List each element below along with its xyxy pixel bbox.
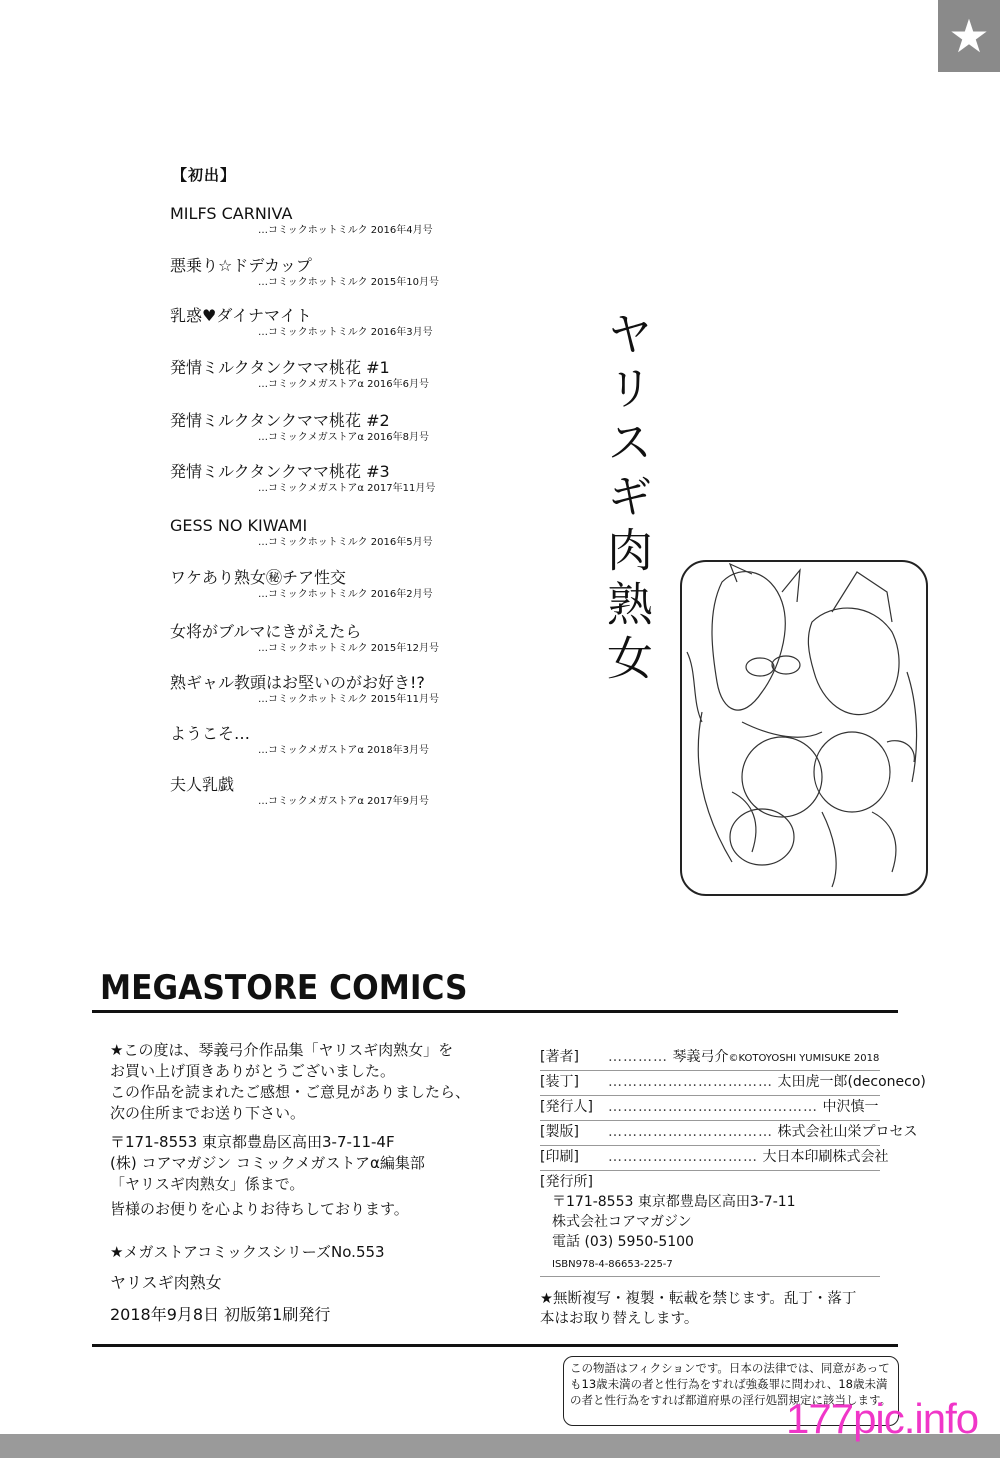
story-source: …コミックメガストアα 2016年8月号 [258, 432, 429, 443]
story-entry [170, 724, 470, 757]
story-entry [170, 256, 470, 289]
story-title: GESS NO KIWAMI [170, 516, 308, 535]
credit-divider [540, 1095, 880, 1096]
story-source: …コミックメガストアα 2017年11月号 [258, 483, 436, 494]
brand-logo: MEGASTORE COMICS [100, 968, 468, 1008]
credit-label: [製版] [540, 1124, 579, 1140]
address-line: 「ヤリスギ肉熟女」係まで。 [110, 1175, 305, 1193]
corner-tab [938, 0, 1000, 72]
story-source: …コミックメガストアα 2016年6月号 [258, 379, 429, 390]
story-entry [170, 673, 470, 706]
story-entry [170, 568, 470, 601]
story-source: …コミックメガストアα 2017年9月号 [258, 796, 429, 807]
story-source: …コミックホットミルク 2016年5月号 [258, 537, 433, 548]
story-entry [170, 516, 470, 549]
credit-dots: …………………………… [608, 1074, 773, 1090]
credit-design [540, 1073, 926, 1091]
office-address: 〒171-8553 東京都豊島区高田3-7-11 [552, 1194, 796, 1210]
address-line: 〒171-8553 東京都豊島区高田3-7-11-4F [110, 1133, 395, 1151]
credit-value: 中沢慎一 [822, 1099, 879, 1115]
story-source: …コミックホットミルク 2015年12月号 [258, 643, 439, 654]
story-title: 発情ミルクタンクママ桃花 #1 [170, 358, 390, 377]
story-entry [170, 622, 470, 655]
credit-label: [装丁] [540, 1074, 579, 1090]
story-title: 発情ミルクタンクママ桃花 #3 [170, 462, 390, 481]
cover-illustration [680, 560, 928, 896]
story-entry [170, 462, 470, 495]
story-title: 熟ギャル教頭はお堅いのがお好き!? [170, 673, 425, 692]
top-rule [92, 1010, 898, 1013]
story-title: ワケあり熟女㊙チア性交 [170, 568, 347, 587]
story-entry [170, 358, 470, 391]
message-line: この作品を読まれたご感想・ご意見がありましたら、 [110, 1083, 471, 1101]
bottom-rule [92, 1344, 898, 1347]
fiction-notice: この物語はフィクションです。日本の法律では、同意があっても13歳未満の者と性行為をすれば強姦罪に問われ、18歳未満の者と性行為をすれば都道府県の淫行処罰規定に該当します。 [563, 1356, 899, 1426]
credit-publisher-person [540, 1098, 878, 1116]
story-entry [170, 204, 470, 237]
credit-office-label: [発行所] [540, 1174, 593, 1190]
credit-dots: ………… [608, 1049, 668, 1065]
story-title: ようこそ… [170, 724, 251, 743]
credit-divider [540, 1276, 880, 1277]
credit-label: [印刷] [540, 1149, 579, 1165]
credit-divider [540, 1145, 880, 1146]
credit-divider [540, 1070, 880, 1071]
story-title: MILFS CARNIVA [170, 204, 293, 223]
credit-plate [540, 1123, 917, 1141]
credit-value: 太田虎一郎(deconeco) [777, 1074, 926, 1090]
story-entry [170, 411, 470, 444]
closing-line: 皆様のお便りを心よりお待ちしております。 [110, 1200, 409, 1218]
story-entry [170, 306, 470, 339]
story-source: …コミックホットミルク 2016年3月号 [258, 327, 433, 338]
credit-label: [発行人] [540, 1099, 593, 1115]
message-line: ★この度は、琴義弓介作品集「ヤリスギ肉熟女」を [110, 1041, 454, 1059]
publish-date: 2018年9月8日 初版第1刷発行 [110, 1305, 331, 1324]
story-source: …コミックメガストアα 2018年3月号 [258, 745, 429, 756]
story-source: …コミックホットミルク 2016年4月号 [258, 225, 433, 236]
story-title: 悪乗り☆ドデカップ [170, 256, 312, 275]
story-entry [170, 775, 470, 808]
office-company: 株式会社コアマガジン [552, 1214, 692, 1230]
isbn: ISBN978-4-86653-225-7 [552, 1259, 673, 1270]
watermark: 177pic.info [786, 1395, 979, 1442]
star-icon: ★ [948, 9, 990, 63]
illustration-sketch [682, 562, 926, 894]
credit-print [540, 1148, 888, 1166]
credit-dots: ………………………… [608, 1149, 758, 1165]
story-title: 乳惑♥ダイナマイト [170, 306, 312, 325]
credit-divider [540, 1120, 880, 1121]
rights-line: 本はお取り替えします。 [540, 1311, 699, 1327]
credit-dots: …………………………………… [608, 1099, 818, 1115]
contents-heading: 【初出】 [172, 166, 237, 184]
credit-divider [540, 1170, 880, 1171]
book-title-vertical: ヤリスギ肉熟女 [600, 310, 654, 688]
story-title: 夫人乳戯 [170, 775, 235, 794]
credit-label: [著者] [540, 1049, 579, 1065]
message-line: 次の住所までお送り下さい。 [110, 1104, 306, 1122]
address-line: (株) コアマガジン コミックメガストアα編集部 [110, 1154, 425, 1172]
message-line: お買い上げ頂きありがとうございました。 [110, 1062, 396, 1080]
credit-value: 大日本印刷株式会社 [762, 1149, 889, 1165]
copyright-line: ©KOTOYOSHI YUMISUKE 2018 [728, 1053, 880, 1064]
book-title: ヤリスギ肉熟女 [110, 1273, 222, 1292]
office-phone: 電話 (03) 5950-5100 [552, 1234, 694, 1250]
story-title: 発情ミルクタンクママ桃花 #2 [170, 411, 390, 430]
story-title: 女将がブルマにきがえたら [170, 622, 362, 641]
story-source: …コミックホットミルク 2016年2月号 [258, 589, 433, 600]
credit-author [540, 1048, 879, 1068]
series-line: ★メガストアコミックスシリーズNo.553 [110, 1243, 385, 1261]
credit-dots: …………………………… [608, 1124, 773, 1140]
credit-value: 株式会社山栄プロセス [777, 1124, 918, 1140]
story-source: …コミックホットミルク 2015年10月号 [258, 277, 439, 288]
story-source: …コミックホットミルク 2015年11月号 [258, 694, 439, 705]
credit-value: 琴義弓介 [672, 1049, 729, 1065]
rights-line: ★無断複写・複製・転載を禁じます。乱丁・落丁 [540, 1291, 857, 1307]
